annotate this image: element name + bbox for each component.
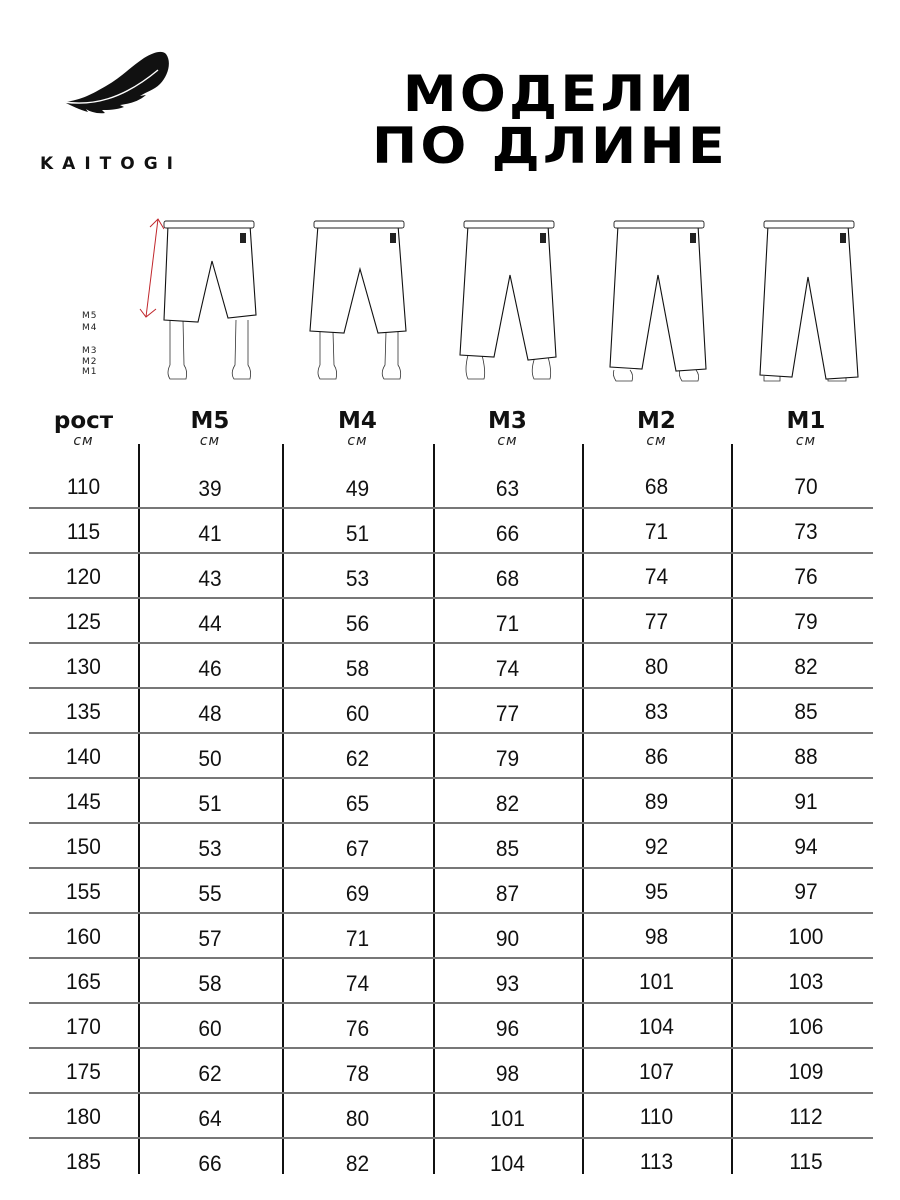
column-divider — [138, 444, 140, 1174]
length-cell: 58 — [198, 971, 222, 996]
length-cell: 100 — [788, 924, 824, 949]
height-cell: 155 — [66, 879, 101, 904]
row-divider — [29, 912, 873, 914]
length-cell: 63 — [495, 476, 520, 501]
length-cell: 104 — [639, 1014, 674, 1039]
row-divider — [29, 687, 873, 689]
length-cell: 83 — [644, 699, 669, 724]
length-cell: 80 — [644, 654, 669, 679]
length-cell: 50 — [198, 746, 222, 771]
length-cell: 57 — [198, 926, 222, 951]
length-cell: 68 — [495, 566, 520, 591]
length-cell: 82 — [345, 1151, 370, 1176]
length-cell: 60 — [345, 701, 370, 726]
row-divider — [29, 777, 873, 779]
length-cell: 79 — [495, 746, 520, 771]
title-line-2: ПО ДЛИНЕ — [371, 117, 729, 175]
length-cell: 90 — [495, 926, 520, 951]
length-models-illustration — [0, 205, 900, 390]
length-cell: 48 — [198, 701, 222, 726]
height-cell: 160 — [66, 924, 101, 949]
column-header-m5: M5 см — [190, 408, 230, 449]
height-cell: 170 — [66, 1014, 101, 1039]
length-cell: 106 — [788, 1014, 824, 1039]
level-label-m3: M3 — [82, 346, 98, 356]
height-cell: 125 — [66, 609, 101, 634]
brand-name: KAITOGI — [40, 154, 182, 174]
column-header-m4: M4 см — [338, 408, 377, 449]
row-divider — [29, 597, 873, 599]
length-cell: 85 — [495, 836, 520, 861]
length-cell: 78 — [345, 1061, 370, 1086]
length-cell: 53 — [345, 566, 370, 591]
length-cell: 104 — [490, 1151, 525, 1176]
height-cell: 175 — [66, 1059, 101, 1084]
length-cell: 51 — [345, 521, 370, 546]
length-cell: 112 — [789, 1104, 823, 1129]
length-cell: 41 — [198, 521, 222, 546]
length-cell: 87 — [495, 881, 520, 906]
length-cell: 62 — [345, 746, 370, 771]
height-cell: 130 — [66, 654, 101, 679]
length-cell: 66 — [495, 521, 520, 546]
length-cell: 95 — [644, 879, 669, 904]
height-cell: 145 — [66, 789, 101, 814]
length-cell: 76 — [345, 1016, 370, 1041]
column-header-m2: M2 см — [637, 408, 676, 449]
length-cell: 65 — [345, 791, 370, 816]
row-divider — [29, 1002, 873, 1004]
row-divider — [29, 867, 873, 869]
length-cell: 89 — [644, 789, 669, 814]
height-cell: 110 — [66, 474, 101, 499]
height-cell: 115 — [66, 519, 101, 544]
length-cell: 51 — [198, 791, 222, 816]
length-cell: 98 — [495, 1061, 520, 1086]
height-cell: 120 — [66, 564, 101, 589]
length-cell: 97 — [794, 879, 818, 904]
length-cell: 101 — [639, 969, 674, 994]
row-divider — [29, 1092, 873, 1094]
height-cell: 180 — [66, 1104, 101, 1129]
length-cell: 58 — [345, 656, 370, 681]
length-cell: 113 — [639, 1149, 674, 1174]
height-cell: 185 — [66, 1149, 101, 1174]
row-divider — [29, 822, 873, 824]
page-title — [345, 65, 755, 175]
length-cell: 101 — [490, 1106, 525, 1131]
length-cell: 46 — [198, 656, 222, 681]
length-cell: 109 — [788, 1059, 824, 1084]
level-label-m4: M4 — [82, 323, 98, 333]
length-cell: 53 — [198, 836, 222, 861]
length-cell: 74 — [345, 971, 370, 996]
length-cell: 82 — [495, 791, 520, 816]
length-cell: 80 — [345, 1106, 370, 1131]
level-label-m1: M1 — [82, 367, 98, 377]
length-cell: 86 — [644, 744, 669, 769]
length-cell: 71 — [495, 611, 520, 636]
length-cell: 43 — [198, 566, 222, 591]
row-divider — [29, 552, 873, 554]
title-line-1: МОДЕЛИ — [402, 65, 698, 123]
column-header-height: рост см — [53, 408, 114, 449]
length-cell: 74 — [644, 564, 669, 589]
length-cell: 91 — [794, 789, 818, 814]
length-cell: 67 — [345, 836, 370, 861]
length-cell: 74 — [495, 656, 520, 681]
length-cell: 64 — [198, 1106, 222, 1131]
column-divider — [433, 444, 435, 1174]
length-cell: 62 — [198, 1061, 222, 1086]
length-cell: 82 — [794, 654, 818, 679]
row-divider — [29, 732, 873, 734]
length-cell: 110 — [639, 1104, 674, 1129]
column-divider — [282, 444, 284, 1174]
feather-icon — [62, 50, 182, 120]
length-cell: 39 — [198, 476, 222, 501]
row-divider — [29, 1137, 873, 1139]
height-cell: 165 — [66, 969, 101, 994]
length-cell: 55 — [198, 881, 222, 906]
length-cell: 73 — [794, 519, 818, 544]
column-header-m3: M3 см — [488, 408, 527, 449]
length-cell: 88 — [794, 744, 818, 769]
length-cell: 71 — [345, 926, 370, 951]
length-cell: 60 — [198, 1016, 222, 1041]
pants-diagram — [0, 205, 900, 390]
length-cell: 68 — [644, 474, 669, 499]
length-cell: 77 — [495, 701, 520, 726]
length-cell: 71 — [644, 519, 669, 544]
length-cell: 76 — [794, 564, 818, 589]
column-header-m1: M1 см — [786, 408, 826, 449]
level-label-m2: M2 — [82, 357, 98, 367]
length-cell: 69 — [345, 881, 370, 906]
length-cell: 77 — [644, 609, 669, 634]
brand-logo — [40, 50, 200, 180]
length-cell: 98 — [644, 924, 669, 949]
length-cell: 44 — [198, 611, 222, 636]
column-divider — [731, 444, 733, 1174]
length-cell: 103 — [788, 969, 824, 994]
length-cell: 115 — [789, 1149, 823, 1174]
height-cell: 135 — [66, 699, 101, 724]
length-cell: 96 — [495, 1016, 520, 1041]
length-cell: 93 — [495, 971, 520, 996]
length-cell: 66 — [198, 1151, 222, 1176]
row-divider — [29, 1047, 873, 1049]
row-divider — [29, 507, 873, 509]
row-divider — [29, 957, 873, 959]
length-cell: 92 — [644, 834, 669, 859]
length-cell: 107 — [639, 1059, 674, 1084]
level-label-m5: M5 — [82, 311, 98, 321]
length-cell: 70 — [794, 474, 818, 499]
row-divider — [29, 642, 873, 644]
length-cell: 79 — [794, 609, 818, 634]
height-cell: 140 — [66, 744, 101, 769]
length-cell: 56 — [345, 611, 370, 636]
length-cell: 85 — [794, 699, 818, 724]
height-cell: 150 — [66, 834, 101, 859]
column-divider — [582, 444, 584, 1174]
length-cell: 49 — [345, 476, 370, 501]
length-cell: 94 — [794, 834, 818, 859]
